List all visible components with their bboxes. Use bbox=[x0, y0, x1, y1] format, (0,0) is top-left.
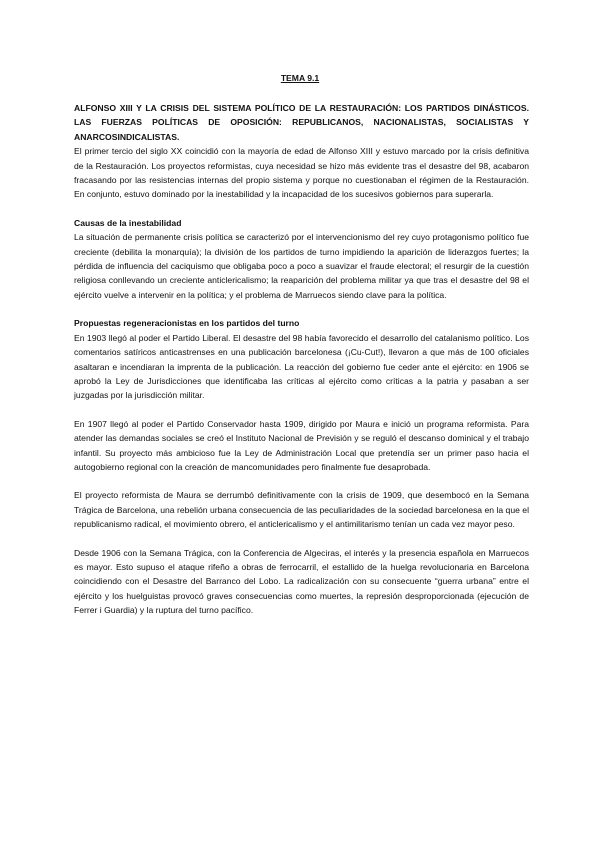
spacer bbox=[74, 474, 529, 488]
spacer bbox=[74, 403, 529, 417]
intro-paragraph: El primer tercio del siglo XX coincidió con la mayoría de edad de Alfonso XIII y estuvo marcado por la crisis definitiva de la Restauración. Los proyectos reformistas, cuya necesidad se hizo más evidente tras el desastre del 98, acabaron fracasando por las resistencias internas del propio sistema y porque no cuestionaban el régimen de la Restauración. En conjunto, estuvo dominado por la inestabilidad y la incapacidad de los sucesivos gobiernos para superarla. bbox=[74, 146, 529, 200]
spacer bbox=[74, 202, 529, 216]
topic-label: TEMA 9.1 bbox=[280, 73, 320, 83]
main-heading: ALFONSO XIII Y LA CRISIS DEL SISTEMA POLÍTICO DE LA RESTAURACIÓN: LOS PARTIDOS DINÁSTICOS. LAS FUERZAS POLÍTICAS DE OPOSICIÓN: REPUBLICANOS, NACIONALISTAS, SOCIALISTAS Y ANARCOSINDICALISTAS. bbox=[74, 103, 529, 142]
spacer bbox=[74, 532, 529, 546]
paragraph-1907: En 1907 llegó al poder el Partido Conservador hasta 1909, dirigido por Maura e inició un programa reformista. Para atender las demandas sociales se creó el Instituto Nacional de Previsión y se reguló el descanso dominical y el trabajo infantil. Su proyecto más ambicioso fue la Ley de Administración Local que pretendía ser un primer paso hacia el autogobierno regional con la creación de mancomunidades pero finalmente fue desaprobada. bbox=[74, 418, 529, 472]
document-body bbox=[74, 101, 529, 618]
paragraph-marruecos: Desde 1906 con la Semana Trágica, con la Conferencia de Algeciras, el interés y la presencia española en Marruecos es mayor. Esto supuso el ataque rifeño a obras de ferrocarril, el estallido de la huelga revolucionaria en Barcelona coincidiendo con el Desastre del Barranco del Lobo. La radicalización con su consecuente “guerra urbana” entre el ejército y los huelguistas provocó graves consecuencias como muertes, la represión desproporcionada (ejecución de Ferrer i Guardia) y la ruptura del turno pacífico. bbox=[74, 547, 529, 616]
paragraph-maura-crisis: El proyecto reformista de Maura se derrumbó definitivamente con la crisis de 1909, que desembocó en la Semana Trágica de Barcelona, una rebelión urbana consecuencia de las peculiaridades de la sociedad barcelonesa en la que el republicanismo radical, el movimiento obrero, el anticlericalismo y el antimilitarismo tenían un cada vez mayor peso. bbox=[74, 490, 529, 530]
section-title-causes: Causas de la inestabilidad bbox=[74, 217, 182, 228]
causes-paragraph: La situación de permanente crisis política se caracterizó por el intervencionismo del rey cuyo protagonismo político fue creciente (debilita la monarquía); la división de los partidos de turno impidiendo la aparición de liderazgos fuertes; la pérdida de influencia del caciquismo que obligaba poco a poco a suavizar el fraude electoral; el resurgir de la cuestión religiosa conllevando un creciente anticlericalismo; la reaparición del problema militar ya que tras el desastre del 98 el ejército vuelve a intervenir en la política; y el problema de Marruecos siendo clave para la política. bbox=[74, 232, 529, 300]
spacer bbox=[74, 302, 529, 316]
paragraph-1903: En 1903 llegó al poder el Partido Liberal. El desastre del 98 había favorecido el desarrollo del catalanismo político. Los comentarios satíricos anticastrenses en una publicación barcelonesa (¡Cu-Cut!), llevaron a que más de 100 oficiales asaltaran e incendiaran la imprenta de la publicación. La reacción del gobierno fue ceder ante el ejército: en 1906 se aprobó la Ley de Jurisdicciones que identificaba las críticas al ejército como críticas a la patria y pasaban a ser juzgadas por la jurisdicción militar. bbox=[74, 332, 529, 401]
section-title-proposals: Propuestas regeneracionistas en los partidos del turno bbox=[74, 318, 300, 329]
